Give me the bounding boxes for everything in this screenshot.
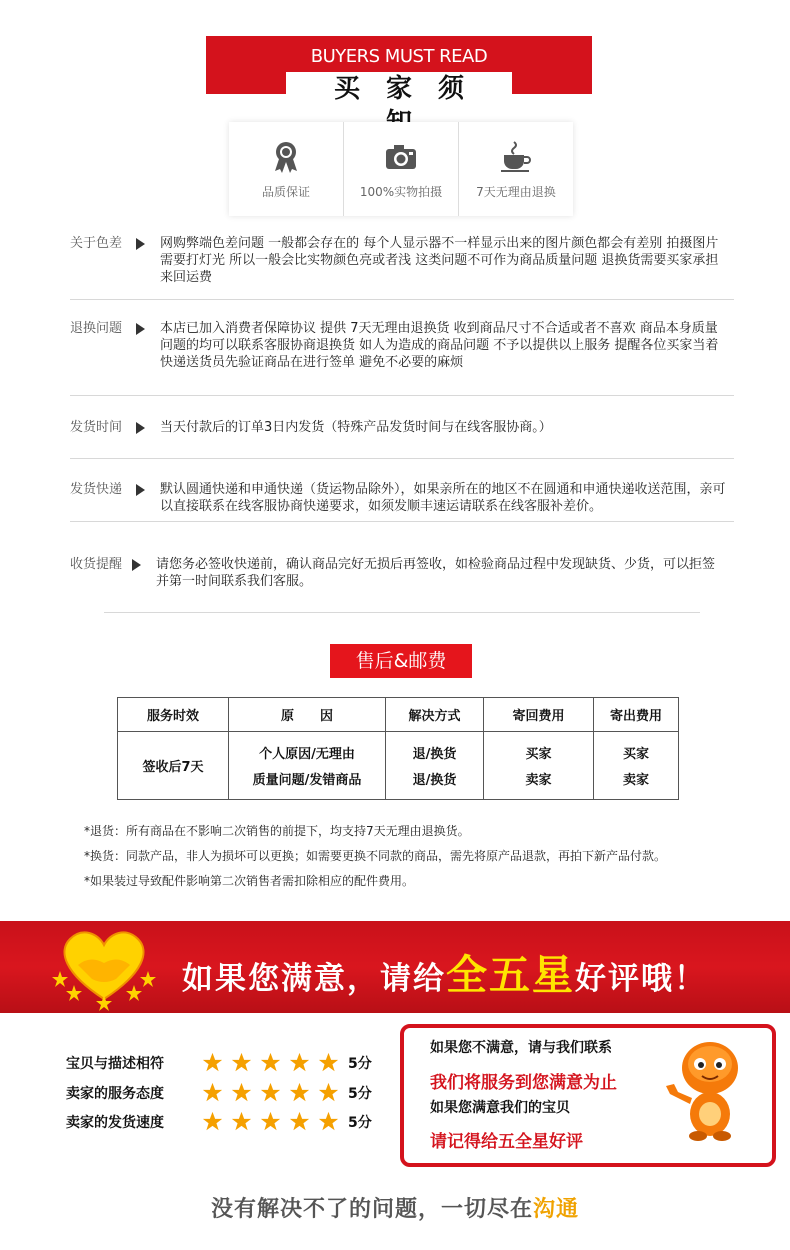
table-cell: 退/换货 bbox=[386, 766, 484, 800]
table-cell: 退/换货 bbox=[386, 732, 484, 766]
table-cell: 买家 bbox=[594, 732, 679, 766]
badge-label: 7天无理由退换 bbox=[476, 184, 556, 199]
star-icon bbox=[289, 1111, 310, 1132]
star-icon bbox=[231, 1052, 252, 1073]
divider bbox=[70, 299, 734, 300]
rating-stars bbox=[202, 1082, 346, 1103]
bottom-highlight: 沟通 bbox=[533, 1197, 580, 1222]
banner-text-pre: 如果您满意，请给 bbox=[182, 961, 446, 997]
table-header-cell: 寄回费用 bbox=[484, 698, 594, 732]
star-icon bbox=[260, 1082, 281, 1103]
badge-label: 品质保证 bbox=[261, 184, 310, 199]
bottom-slogan bbox=[0, 1192, 790, 1223]
notice-line: 以直接联系在线客服协商快递要求，如须发顺丰速运请联系在线客服补差价。 bbox=[160, 499, 603, 514]
table-cell: 卖家 bbox=[484, 766, 594, 800]
header-title-en: BUYERS MUST READ bbox=[310, 46, 488, 67]
star-icon bbox=[318, 1082, 339, 1103]
contact-line-1: 如果您不满意，请与我们联系 bbox=[430, 1040, 612, 1056]
arrow-right-icon bbox=[132, 559, 141, 571]
star-icon bbox=[202, 1111, 223, 1132]
arrow-right-icon bbox=[136, 323, 145, 335]
orange-mascot-thumbs-up-icon bbox=[658, 1034, 754, 1142]
table-header-cell: 寄出费用 bbox=[594, 698, 679, 732]
table-cell: 质量问题/发错商品 bbox=[229, 766, 386, 800]
note-accessory: *如果装过导致配件影响第二次销售者需扣除相应的配件费用。 bbox=[84, 874, 415, 888]
badge-quality bbox=[229, 122, 344, 216]
rating-label: 卖家的发货速度 bbox=[66, 1114, 164, 1131]
notice-label: 关于色差 bbox=[70, 236, 123, 251]
after-sale-title: 售后&邮费 bbox=[330, 644, 472, 678]
table-cell: 卖家 bbox=[594, 766, 679, 800]
rating-label: 宝贝与描述相符 bbox=[66, 1055, 164, 1072]
note-exchange: *换货：同款产品，非人为损坏可以更换；如需要更换不同款的商品，需先将原产品退款，再拍下新产品付款。 bbox=[84, 849, 667, 863]
badge-7day-return bbox=[459, 122, 573, 216]
rating-service bbox=[66, 1082, 372, 1103]
star-icon bbox=[260, 1052, 281, 1073]
camera-icon bbox=[383, 139, 419, 175]
star-icon bbox=[231, 1082, 252, 1103]
contact-line-4: 请记得给五全星好评 bbox=[430, 1132, 583, 1152]
notice-line: 需要打灯光 所以一般会比实物颜色亮或者浅 这类问题不可作为商品质量问题 退换货需要买家承担 bbox=[160, 253, 719, 268]
rating-label: 卖家的服务态度 bbox=[66, 1085, 164, 1102]
notice-line: 默认圆通快递和申通快递（货运物品除外），如果亲所在的地区不在圆通和申通快递收送范围，亲可 bbox=[160, 482, 726, 497]
notice-line: 请您务必签收快递前，确认商品完好无损后再签收，如检验商品过程中发现缺货、少货，可以拒签 bbox=[156, 557, 716, 572]
guarantee-badges bbox=[229, 122, 573, 216]
contact-line-2: 我们将服务到您满意为止 bbox=[430, 1073, 617, 1093]
table-row bbox=[118, 732, 679, 766]
notice-color-difference bbox=[70, 235, 734, 286]
heart-handshake-icon bbox=[44, 921, 164, 1013]
notice-courier bbox=[70, 481, 734, 515]
bottom-text: 没有解决不了的问题，一切尽在 bbox=[210, 1197, 533, 1222]
badge-real-photo bbox=[344, 122, 459, 216]
notice-receipt bbox=[70, 556, 734, 590]
note-return: *退货：所有商品在不影响二次销售的前提下，均支持7天无理由退换货。 bbox=[84, 824, 470, 838]
header-title-zh: 买家须 bbox=[286, 72, 512, 106]
star-icon bbox=[318, 1052, 339, 1073]
arrow-right-icon bbox=[136, 422, 145, 434]
star-icon bbox=[202, 1052, 223, 1073]
notice-line: 来回运费 bbox=[160, 270, 213, 285]
table-header-cell: 解决方式 bbox=[386, 698, 484, 732]
banner-text bbox=[182, 942, 707, 1001]
divider bbox=[70, 395, 734, 396]
divider bbox=[70, 458, 734, 459]
notice-label: 退换问题 bbox=[70, 321, 123, 336]
notice-line: 并第一时间联系我们客服。 bbox=[156, 574, 313, 589]
notice-ship-time bbox=[70, 419, 734, 436]
contact-line-3: 如果您满意我们的宝贝 bbox=[430, 1100, 570, 1116]
table-header-cell: 原 因 bbox=[229, 698, 386, 732]
rating-stars bbox=[202, 1052, 346, 1073]
star-icon bbox=[289, 1052, 310, 1073]
notice-line: 快递送货员先验证商品在进行签单 避免不必要的麻烦 bbox=[160, 355, 464, 370]
table-header-row bbox=[118, 698, 679, 732]
divider bbox=[104, 612, 700, 613]
table-cell: 个人原因/无理由 bbox=[229, 732, 386, 766]
rating-description bbox=[66, 1052, 372, 1073]
after-sale-table bbox=[117, 697, 679, 800]
rating-score: 5分 bbox=[348, 1055, 372, 1072]
arrow-right-icon bbox=[136, 238, 145, 250]
notice-returns bbox=[70, 320, 734, 371]
notice-line: 当天付款后的订单3日内发货（特殊产品发货时间与在线客服协商。） bbox=[160, 420, 552, 435]
table-cell-period: 签收后7天 bbox=[118, 732, 229, 800]
rating-stars bbox=[202, 1111, 346, 1132]
star-icon bbox=[260, 1111, 281, 1132]
badge-label: 100%实物拍摄 bbox=[359, 184, 443, 199]
table-cell: 买家 bbox=[484, 732, 594, 766]
ribbon-medal-icon bbox=[268, 139, 304, 175]
rating-shipping bbox=[66, 1111, 372, 1132]
notice-label: 发货快递 bbox=[70, 482, 123, 497]
coffee-cup-icon bbox=[498, 139, 534, 175]
rating-score: 5分 bbox=[348, 1114, 372, 1131]
banner-text-highlight: 全五星 bbox=[446, 951, 575, 999]
divider bbox=[70, 521, 734, 522]
notice-label: 收货提醒 bbox=[70, 557, 123, 572]
notice-line: 问题的均可以联系客服协商退换货 如人为造成的商品问题 不予以提供以上服务 提醒各位买家当着 bbox=[160, 338, 719, 353]
arrow-right-icon bbox=[136, 484, 145, 496]
rating-score: 5分 bbox=[348, 1085, 372, 1102]
star-icon bbox=[318, 1111, 339, 1132]
star-icon bbox=[202, 1082, 223, 1103]
banner-text-post: 好评哦！ bbox=[575, 961, 707, 997]
notice-line: 本店已加入消费者保障协议 提供 7天无理由退换货 收到商品尺寸不合适或者不喜欢 商品本身质量 bbox=[160, 321, 718, 336]
star-icon bbox=[289, 1082, 310, 1103]
table-header-cell: 服务时效 bbox=[118, 698, 229, 732]
star-icon bbox=[231, 1111, 252, 1132]
notice-label: 发货时间 bbox=[70, 420, 123, 435]
notice-line: 网购弊端色差问题 一般都会存在的 每个人显示器不一样显示出来的图片颜色都会有差别 拍摄图片 bbox=[160, 236, 719, 251]
